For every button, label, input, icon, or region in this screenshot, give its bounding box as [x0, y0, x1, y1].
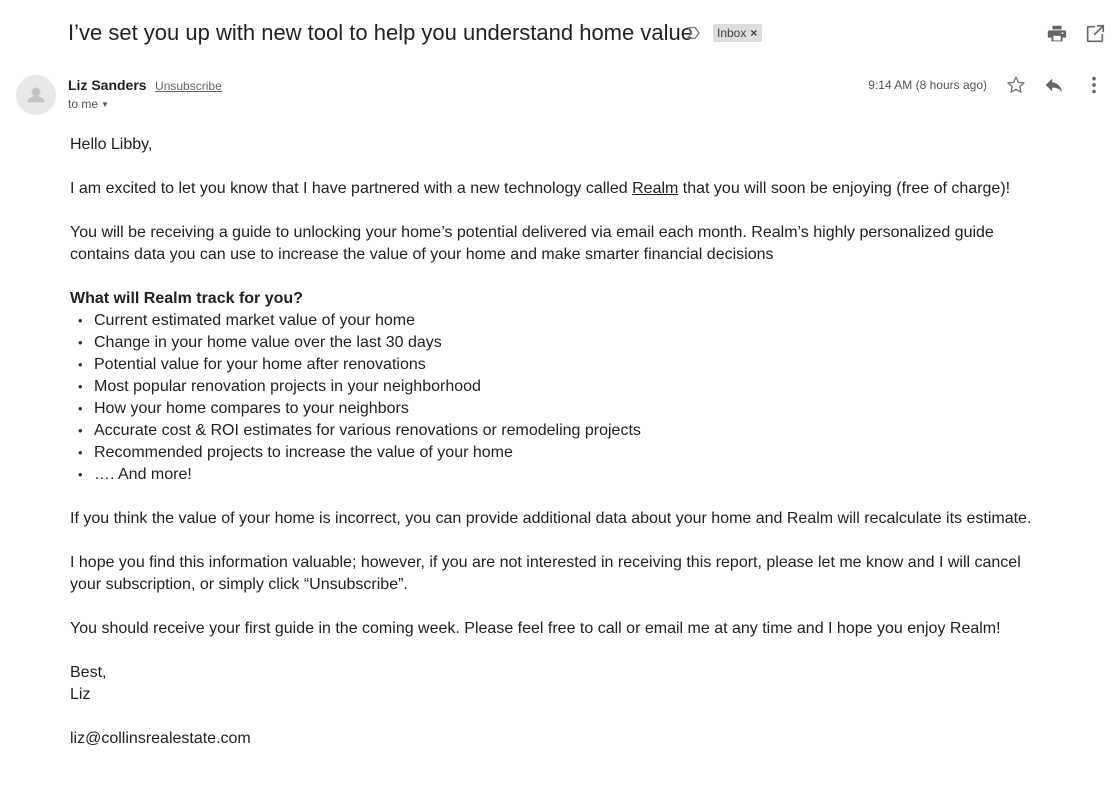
- subject-row: [68, 18, 1120, 50]
- remove-label-icon[interactable]: ×: [750, 26, 758, 40]
- guide-paragraph: You will be receiving a guide to unlocking your home’s potential delivered via email each month. Realm’s highly personalized guide contains data you can use to increase the value of your home and make smarter financial decisions: [70, 224, 994, 263]
- open-in-new-window-icon[interactable]: [1084, 23, 1106, 45]
- more-vert-icon[interactable]: [1083, 74, 1105, 96]
- signature-email[interactable]: liz@collinsrealestate.com: [70, 730, 251, 747]
- list-heading: What will Realm track for you?: [70, 290, 303, 307]
- list-item: • Current estimated market value of your home: [70, 310, 1045, 332]
- sender-line: [68, 77, 222, 95]
- sender-name[interactable]: Liz Sanders: [68, 77, 147, 93]
- first-guide-paragraph: You should receive your first guide in the coming week. Please feel free to call or email me at any time and I hope you enjoy Realm!: [70, 620, 1001, 637]
- signature-name: Liz: [70, 686, 91, 703]
- list-item: • Potential value for your home after renovations: [70, 354, 1045, 376]
- greeting: Hello Libby,: [70, 136, 153, 153]
- unsubscribe-link[interactable]: Unsubscribe: [155, 79, 222, 93]
- inbox-label-text: Inbox: [717, 26, 747, 40]
- feature-list: [70, 310, 1045, 486]
- signoff: Best,: [70, 664, 107, 681]
- list-item: • Recommended projects to increase the value of your home: [70, 442, 1045, 464]
- email-timestamp: 9:14 AM (8 hours ago): [868, 78, 987, 92]
- star-icon[interactable]: [1005, 74, 1027, 96]
- recipient-text: to me: [68, 97, 99, 111]
- realm-link[interactable]: Realm: [632, 180, 679, 197]
- person-icon: [16, 75, 56, 115]
- email-body: [70, 134, 1045, 750]
- importance-icon[interactable]: [684, 24, 702, 42]
- chevron-down-icon: ▼: [101, 100, 109, 109]
- unsubscribe-paragraph: I hope you find this information valuable; however, if you are not interested in receiving this report, please let me know and I will cancel your subscription, or simply click “Unsubscribe”.: [70, 554, 1021, 593]
- avatar[interactable]: [16, 75, 56, 115]
- inbox-label-chip: [713, 24, 762, 42]
- list-item: • …. And more!: [70, 464, 1045, 486]
- reply-icon[interactable]: [1043, 74, 1065, 96]
- recalculate-paragraph: If you think the value of your home is incorrect, you can provide additional data about your home and Realm will recalculate its estimate.: [70, 510, 1032, 527]
- print-icon[interactable]: [1046, 23, 1068, 45]
- list-item: • Most popular renovation projects in your neighborhood: [70, 376, 1045, 398]
- list-item: • How your home compares to your neighbors: [70, 398, 1045, 420]
- recipient-details-toggle[interactable]: [68, 97, 109, 111]
- list-item: • Accurate cost & ROI estimates for various renovations or remodeling projects: [70, 420, 1045, 442]
- email-subject: I’ve set you up with new tool to help you understand home value: [68, 20, 693, 45]
- list-item: • Change in your home value over the last 30 days: [70, 332, 1045, 354]
- intro-paragraph: I am excited to let you know that I have partnered with a new technology called Realm that you will soon be enjoying (free of charge)!: [70, 180, 1011, 197]
